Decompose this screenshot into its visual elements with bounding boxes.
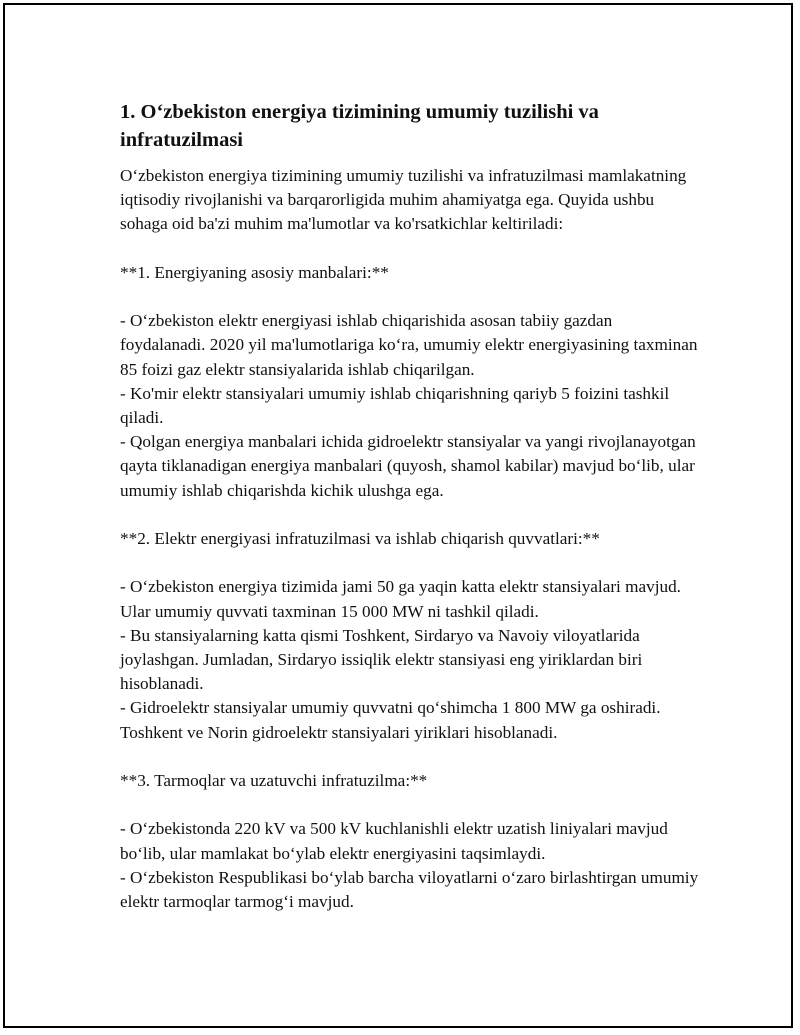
document-page (3, 3, 793, 1028)
section-title: 1. O‘zbekiston energiya tizimining umumiy tuzilishi va infratuzilmasi (120, 101, 599, 151)
document-content (120, 98, 700, 914)
section-body: O‘zbekiston energiya tizimining umumiy tuzilishi va infratuzilmasi mamlakatning iqtisodiy rivojlanishi va barqarorligida muhim ahamiyatga ega. Quyida ushbu sohaga oid ba'zi muhim ma'lumotlar va ko'rsatkichlar keltiriladi: **1. Energiyaning asosiy manbalari:** - O‘zbekiston elektr energiyasi ishlab chiqarishida asosan tabiiy gazdan foydalanadi. 2020 yil ma'lumotlariga ko‘ra, umumiy elektr energiyasining taxminan 85 foizi gaz elektr stansiyalarida ishlab chiqarilgan. - Ko'mir elektr stansiyalari umumiy ishlab chiqarishning qariyb 5 foizini tashkil qiladi. - Qolgan energiya manbalari ichida gidroelektr stansiyalar va yangi rivojlanayotgan qayta tiklanadigan energiya manbalari (quyosh, shamol kabilar) mavjud bo‘lib, ular umumiy ishlab chiqarishda kichik ulushga ega. **2. Elektr energiyasi infratuzilmasi va ishlab chiqarish quvvatlari:** - O‘zbekiston energiya tizimida jami 50 ga yaqin katta elektr stansiyalari mavjud. Ular umumiy quvvati taxminan 15 000 MW ni tashkil qiladi. - Bu stansiyalarning katta qismi Toshkent, Sirdaryo va Navoiy viloyatlarida joylashgan. Jumladan, Sirdaryo issiqlik elektr stansiyasi eng yiriklardan biri hisoblanadi. - Gidroelektr stansiyalar umumiy quvvatni qo‘shimcha 1 800 MW ga oshiradi. Toshkent ve Norin gidroelektr stansiyalari yiriklari hisoblanadi. **3. Tarmoqlar va uzatuvchi infratuzilma:** - O‘zbekistonda 220 kV va 500 kV kuchlanishli elektr uzatish liniyalari mavjud bo‘lib, ular mamlakat bo‘ylab elektr energiyasini taqsimlaydi. - O‘zbekiston Respublikasi bo‘ylab barcha viloyatlarni o‘zaro birlashtirgan umumiy elektr tarmoqlar tarmog‘i mavjud. (120, 166, 699, 912)
